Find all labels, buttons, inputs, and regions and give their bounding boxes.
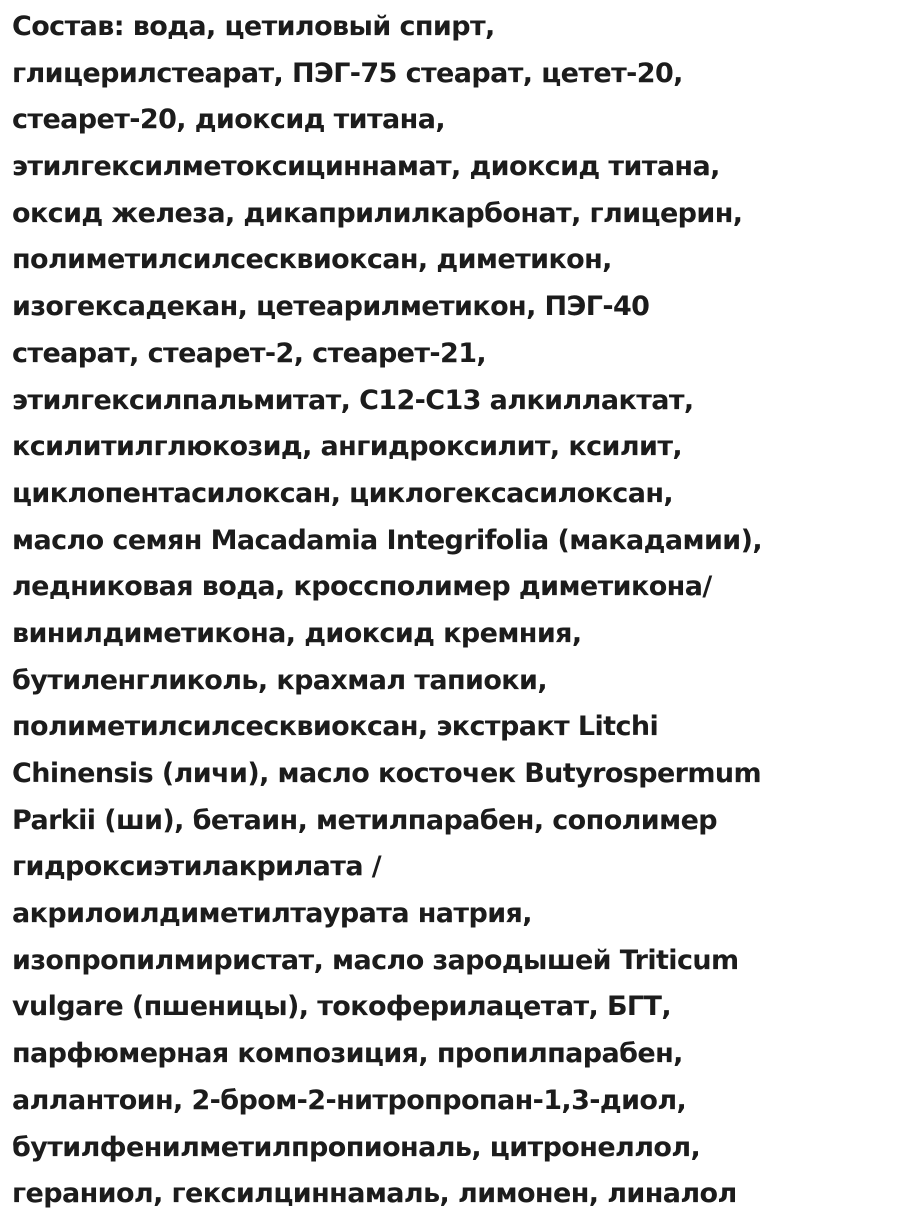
ingredients-line: полиметилсилсесквиоксан, экстракт Litchi	[12, 711, 659, 743]
ingredients-line: этилгексилпальмитат, C12-C13 алкиллактат,	[12, 384, 694, 416]
ingredients-line: ледниковая вода, кроссполимер диметикона/	[12, 571, 712, 603]
ingredients-line: Состав: вода, цетиловый спирт,	[12, 11, 495, 42]
ingredients-line: изопропилмиристат, масло зародышей Triticum	[12, 944, 739, 976]
ingredients-line: Chinensis (личи), масло косточек Butyrospermum	[12, 758, 762, 789]
ingredients-line: vulgare (пшеницы), токоферилацетат, БГТ,	[12, 991, 672, 1023]
ingredients-line: винилдиметикона, диоксид кремния,	[12, 617, 582, 649]
ingredients-line: бутилфенилметилпропиональ, цитронеллол,	[12, 1131, 701, 1163]
ingredients-line: ксилитилглюкозид, ангидроксилит, ксилит,	[12, 431, 683, 463]
ingredients-line: стеарат, стеарет-2, стеарет-21,	[12, 337, 487, 369]
ingredients-line: аллантоин, 2-бром-2-нитропропан-1,3-диол,	[12, 1084, 687, 1116]
ingredients-line: масло семян Macadamia Integrifolia (макадамии),	[12, 524, 762, 556]
ingredients-line: глицерилстеарат, ПЭГ-75 стеарат, цетет-20,	[12, 57, 683, 89]
ingredients-line: изогексадекан, цетеарилметикон, ПЭГ-40	[12, 291, 650, 323]
ingredients-line: парфюмерная композиция, пропилпарабен,	[12, 1038, 683, 1070]
ingredients-line: акрилоилдиметилтаурата натрия,	[12, 898, 532, 930]
ingredients-line: стеарет-20, диоксид титана,	[12, 104, 446, 136]
ingredients-line: гидроксиэтилакрилата /	[12, 851, 382, 883]
ingredients-line: гераниол, гексилциннамаль, лимонен, линалол	[12, 1178, 737, 1210]
ingredients-list	[12, 4, 892, 1218]
ingredients-line: полиметилсилсесквиоксан, диметикон,	[12, 244, 612, 276]
ingredients-line: Parkii (ши), бетаин, метилпарабен, сополимер	[12, 804, 718, 836]
ingredients-line: бутиленгликоль, крахмал тапиоки,	[12, 664, 547, 696]
ingredients-line: циклопентасилоксан, циклогексасилоксан,	[12, 477, 674, 509]
ingredients-line: оксид железа, дикаприлилкарбонат, глицерин,	[12, 197, 743, 229]
ingredients-line: этилгексилметоксициннамат, диоксид титана,	[12, 151, 720, 183]
